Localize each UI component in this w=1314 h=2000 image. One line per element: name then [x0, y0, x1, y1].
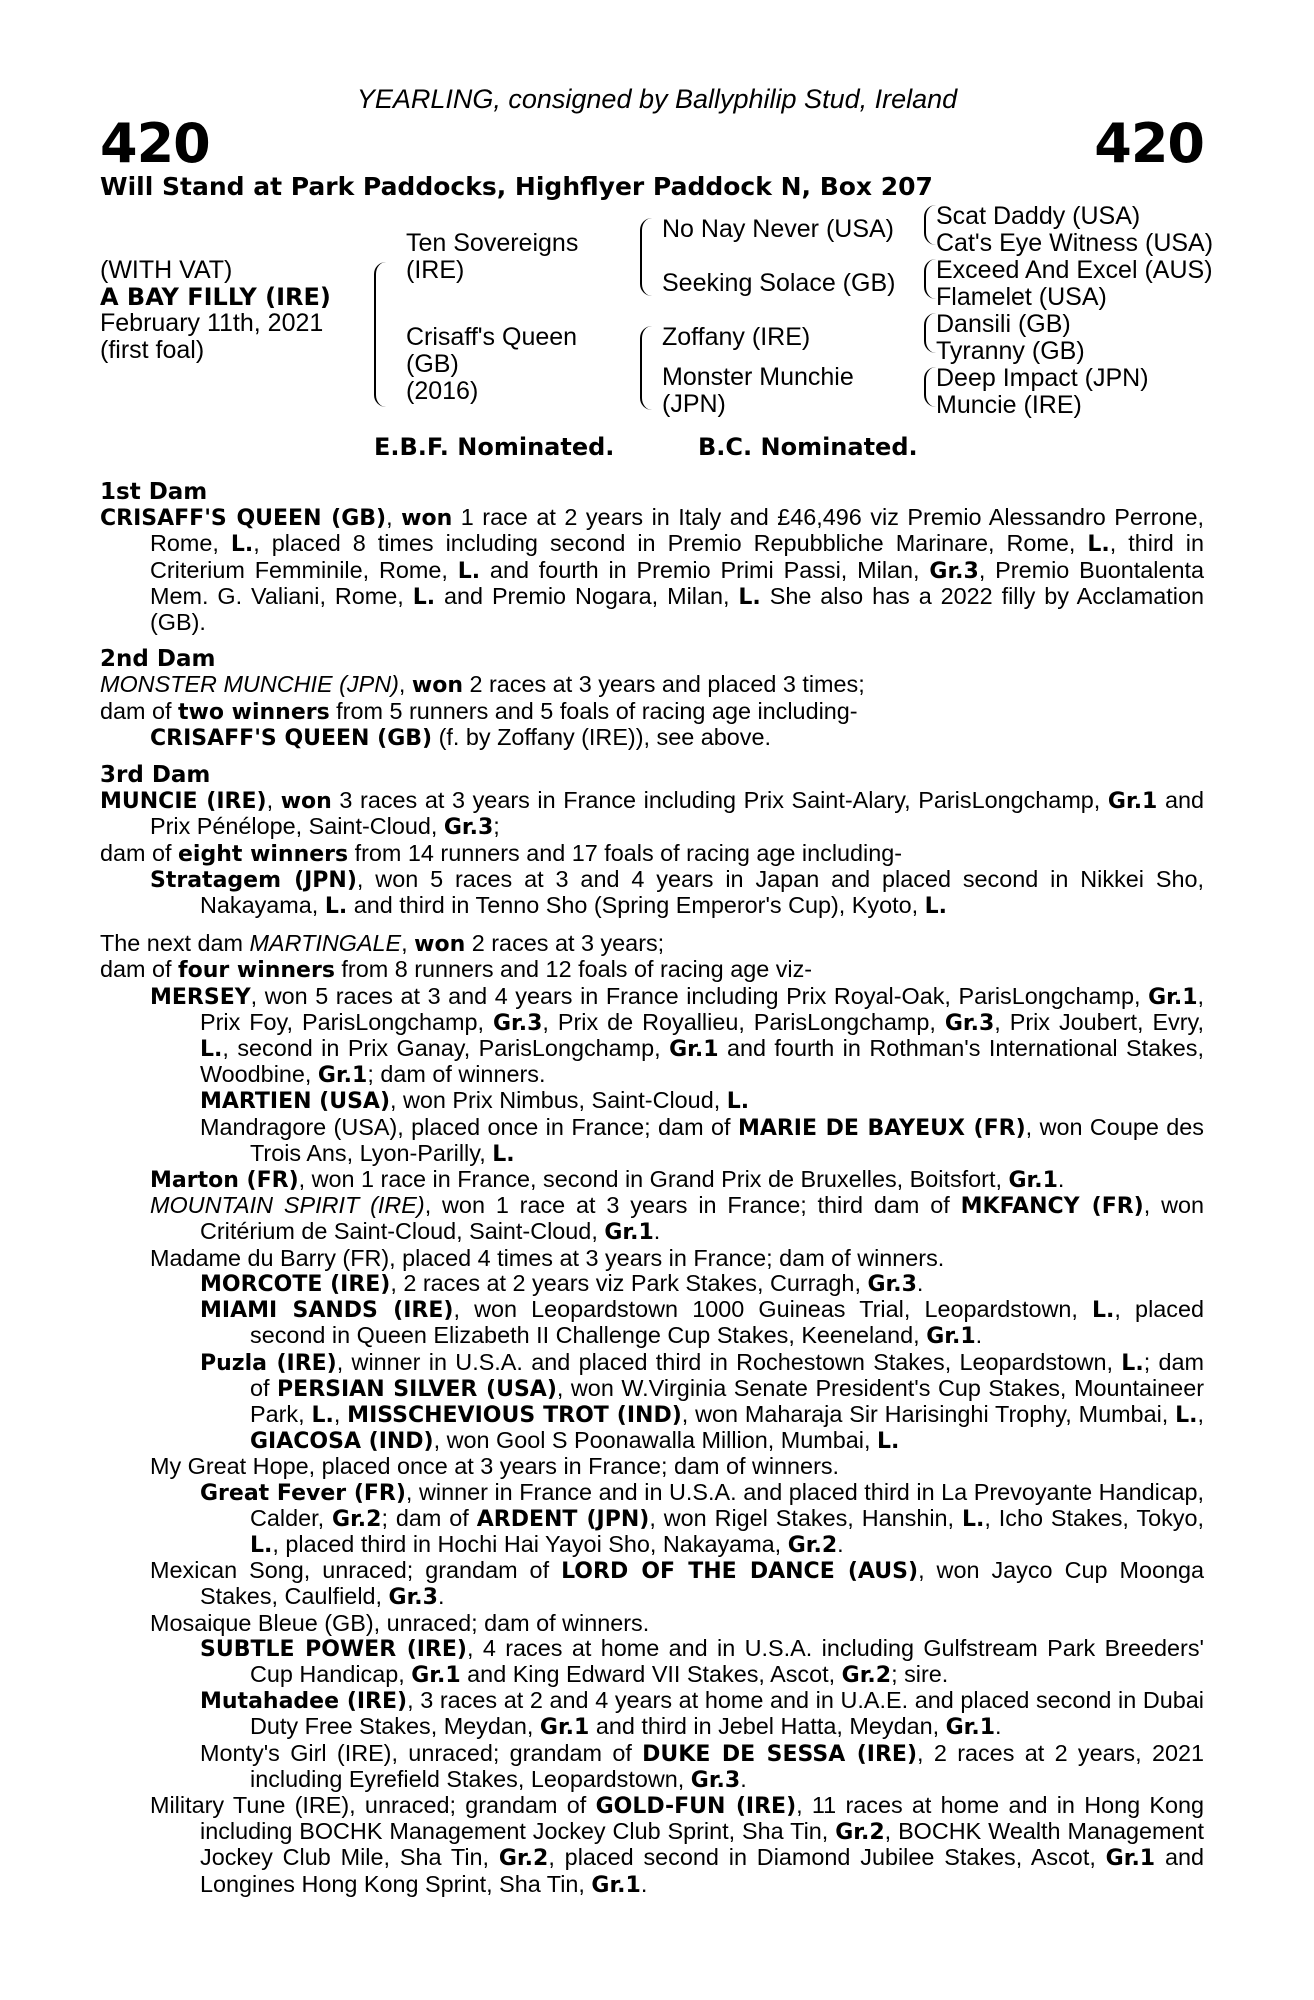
ebf-nominated: E.B.F. Nominated. — [374, 433, 615, 461]
third-dam-winner: Stratagem (JPN), won 5 races at 3 and 4 years in Japan and placed second in Nikkei Sho, Nakayama, L. and third in Tenno Sho (Spring Emperor's Cup), Kyoto, L. — [150, 865, 1204, 920]
catalogue-body — [100, 480, 1204, 1898]
gg-ddd: Muncie (IRE) — [936, 391, 1082, 419]
vat-note: (WITH VAT) — [100, 256, 233, 284]
dam-year: (2016) — [406, 377, 479, 405]
second-dam-line: MONSTER MUNCHIE (JPN), won 2 races at 3 years and placed 3 times; — [100, 671, 865, 699]
dam: Crisaff's Queen — [406, 323, 578, 351]
dam-dam: Monster Munchie — [662, 363, 854, 391]
family-entry: Mandragore (USA), placed once in France; dam of MARIE DE BAYEUX (FR), won Coupe des Trois Ans, Lyon-Parilly, L. — [200, 1113, 1204, 1167]
brace-ss — [924, 205, 936, 245]
gg-sss: Scat Daddy (USA) — [936, 202, 1141, 230]
family-entry: Marton (FR), won 1 race in France, second in Grand Prix de Bruxelles, Boitsfort, Gr.1. — [150, 1166, 1065, 1194]
family-entry: MOUNTAIN SPIRIT (IRE), won 1 race at 3 years in France; third dam of MKFANCY (FR), won Critérium de Saint-Cloud, Saint-Cloud, Gr.1. — [150, 1192, 1204, 1246]
brace-sd — [924, 259, 936, 299]
lot-number-right: 420 — [1094, 112, 1204, 175]
family-entry: MARTIEN (USA), won Prix Nimbus, Saint-Cloud, L. — [200, 1087, 750, 1115]
sire: Ten Sovereigns — [406, 229, 579, 257]
foaling-date: February 11th, 2021 — [100, 309, 324, 337]
brace-dam — [640, 326, 652, 410]
family-entry: Mexican Song, unraced; grandam of LORD OF THE DANCE (AUS), won Jayco Cup Moonga Stakes, Caulfield, Gr.3. — [150, 1557, 1204, 1611]
family-entry: SUBTLE POWER (IRE), 4 races at home and in U.S.A. including Gulfstream Park Breeders' Cup Handicap, Gr.1 and King Edward VII Stakes, Ascot, Gr.2; sire. — [200, 1634, 1204, 1688]
family-entry: MORCOTE (IRE), 2 races at 2 years viz Park Stakes, Curragh, Gr.3. — [200, 1269, 924, 1297]
bc-nominated: B.C. Nominated. — [698, 433, 918, 461]
brace-dd — [924, 367, 936, 407]
family-entry: MIAMI SANDS (IRE), won Leopardstown 1000 Guineas Trial, Leopardstown, L., placed second in Queen Elizabeth II Challenge Cup Stakes, Keeneland, Gr.1. — [200, 1296, 1204, 1350]
family-entry: Monty's Girl (IRE), unraced; grandam of DUKE DE SESSA (IRE), 2 races at 2 years, 2021 including Eyrefield Stakes, Leopardstown, Gr.3. — [200, 1739, 1204, 1793]
brace-gen1 — [374, 262, 386, 407]
family-entry: Madame du Barry (FR), placed 4 times at 3 years in France; dam of winners. — [150, 1244, 945, 1271]
dam-sire: Zoffany (IRE) — [662, 323, 811, 351]
family-entry: Mutahadee (IRE), 3 races at 2 and 4 years at home and in U.A.E. and placed second in Dubai Duty Free Stakes, Meydan, Gr.1 and third in Jebel Hatta, Meydan, Gr.1. — [200, 1687, 1204, 1741]
gg-sdd: Flamelet (USA) — [936, 283, 1107, 311]
third-dam-produce-line: dam of eight winners from 14 runners and 17 foals of racing age including- — [100, 839, 903, 867]
consignment-line: YEARLING, consigned by Ballyphilip Stud, Ireland — [356, 84, 958, 114]
third-dam-heading: 3rd Dam — [100, 762, 211, 789]
next-dam-produce-line: dam of four winners from 8 runners and 12 foals of racing age viz- — [100, 956, 813, 984]
family-entry: Great Fever (FR), winner in France and in U.S.A. and placed third in La Prevoyante Handicap, Calder, Gr.2; dam of ARDENT (JPN), won Rigel Stakes, Hanshin, L., Icho Stakes, Tokyo, L., placed third in Hochi Hai Yayoi Sho, Nakayama, Gr.2. — [200, 1478, 1204, 1558]
gg-dds: Deep Impact (JPN) — [936, 364, 1149, 392]
brace-ds — [924, 313, 936, 353]
lot-number-left: 420 — [100, 112, 210, 175]
gg-ssd: Cat's Eye Witness (USA) — [936, 229, 1214, 257]
sire-country: (IRE) — [406, 256, 465, 284]
second-dam-produce-line: dam of two winners from 5 runners and 5 foals of racing age including- — [100, 697, 858, 725]
gg-dss: Dansili (GB) — [936, 310, 1071, 338]
family-entry: My Great Hope, placed once at 3 years in France; dam of winners. — [150, 1453, 840, 1480]
second-dam-winner: CRISAFF'S QUEEN (GB) (f. by Zoffany (IRE)), see above. — [150, 723, 771, 751]
family-entry: Military Tune (IRE), unraced; grandam of GOLD-FUN (IRE), 11 races at home and in Hong Kong including BOCHK Management Jockey Club Sprint, Sha Tin, Gr.2, BOCHK Wealth Management Jockey Club Mile, Sha Tin, Gr.2, placed second in Diamond Jubilee Stakes, Ascot, Gr.1 and Longines Hong Kong Sprint, Sha Tin, Gr.1. — [150, 1791, 1205, 1898]
brace-sire — [640, 218, 652, 296]
sire-dam: Seeking Solace (GB) — [662, 269, 896, 297]
dam-country: (GB) — [406, 350, 459, 378]
foal-note: (first foal) — [100, 336, 205, 364]
gg-sds: Exceed And Excel (AUS) — [936, 256, 1213, 284]
next-dam-line: The next dam MARTINGALE, won 2 races at 3 years; — [100, 930, 665, 958]
first-dam-heading: 1st Dam — [100, 479, 208, 505]
family-entry: Mosaique Bleue (GB), unraced; dam of winners. — [150, 1609, 650, 1636]
sire-sire: No Nay Never (USA) — [662, 215, 894, 243]
second-dam-heading: 2nd Dam — [100, 646, 216, 673]
family-entry: MERSEY, won 5 races at 3 and 4 years in France including Prix Royal-Oak, ParisLongchamp, Gr.1, Prix Foy, ParisLongchamp, Gr.3, Prix de Royallieu, ParisLongchamp, Gr.3, Prix Joubert, Evry, L., second in Prix Ganay, ParisLongchamp, Gr.1 and fourth in Rothman's International Stakes, Woodbine, Gr.1; dam of winners. — [150, 982, 1204, 1089]
stand-location: Will Stand at Park Paddocks, Highflyer Paddock N, Box 207 — [100, 172, 933, 201]
third-dam-line: MUNCIE (IRE), won 3 races at 3 years in France including Prix Saint-Alary, ParisLongchamp, Gr.1 and Prix Pénélope, Saint-Cloud, Gr.3; — [100, 787, 1205, 841]
gg-dsd: Tyranny (GB) — [936, 337, 1085, 365]
dam-dam-country: (JPN) — [662, 390, 726, 418]
first-dam-paragraph: CRISAFF'S QUEEN (GB), won 1 race at 2 years in Italy and £46,496 viz Premio Alessandro Perrone, Rome, L., placed 8 times including second in Premio Repubbliche Marinare, Rome, L., third in Criterium Femminile, Rome, L. and fourth in Premio Primi Passi, Milan, Gr.3, Premio Buontalenta Mem. G. Valiani, Rome, L. and Premio Nogara, Milan, L. She also has a 2022 filly by Acclamation (GB). — [100, 504, 1205, 636]
horse-name: A BAY FILLY (IRE) — [100, 283, 331, 311]
family-entry: Puzla (IRE), winner in U.S.A. and placed third in Rochestown Stakes, Leopardstown, L.; dam of PERSIAN SILVER (USA), won W.Virginia Senate President's Cup Stakes, Mountaineer Park, L., MISSCHEVIOUS TROT (IND), won Maharaja Sir Harisinghi Trophy, Mumbai, L., GIACOSA (IND), won Gool S Poonawalla Million, Mumbai, L. — [200, 1348, 1205, 1455]
